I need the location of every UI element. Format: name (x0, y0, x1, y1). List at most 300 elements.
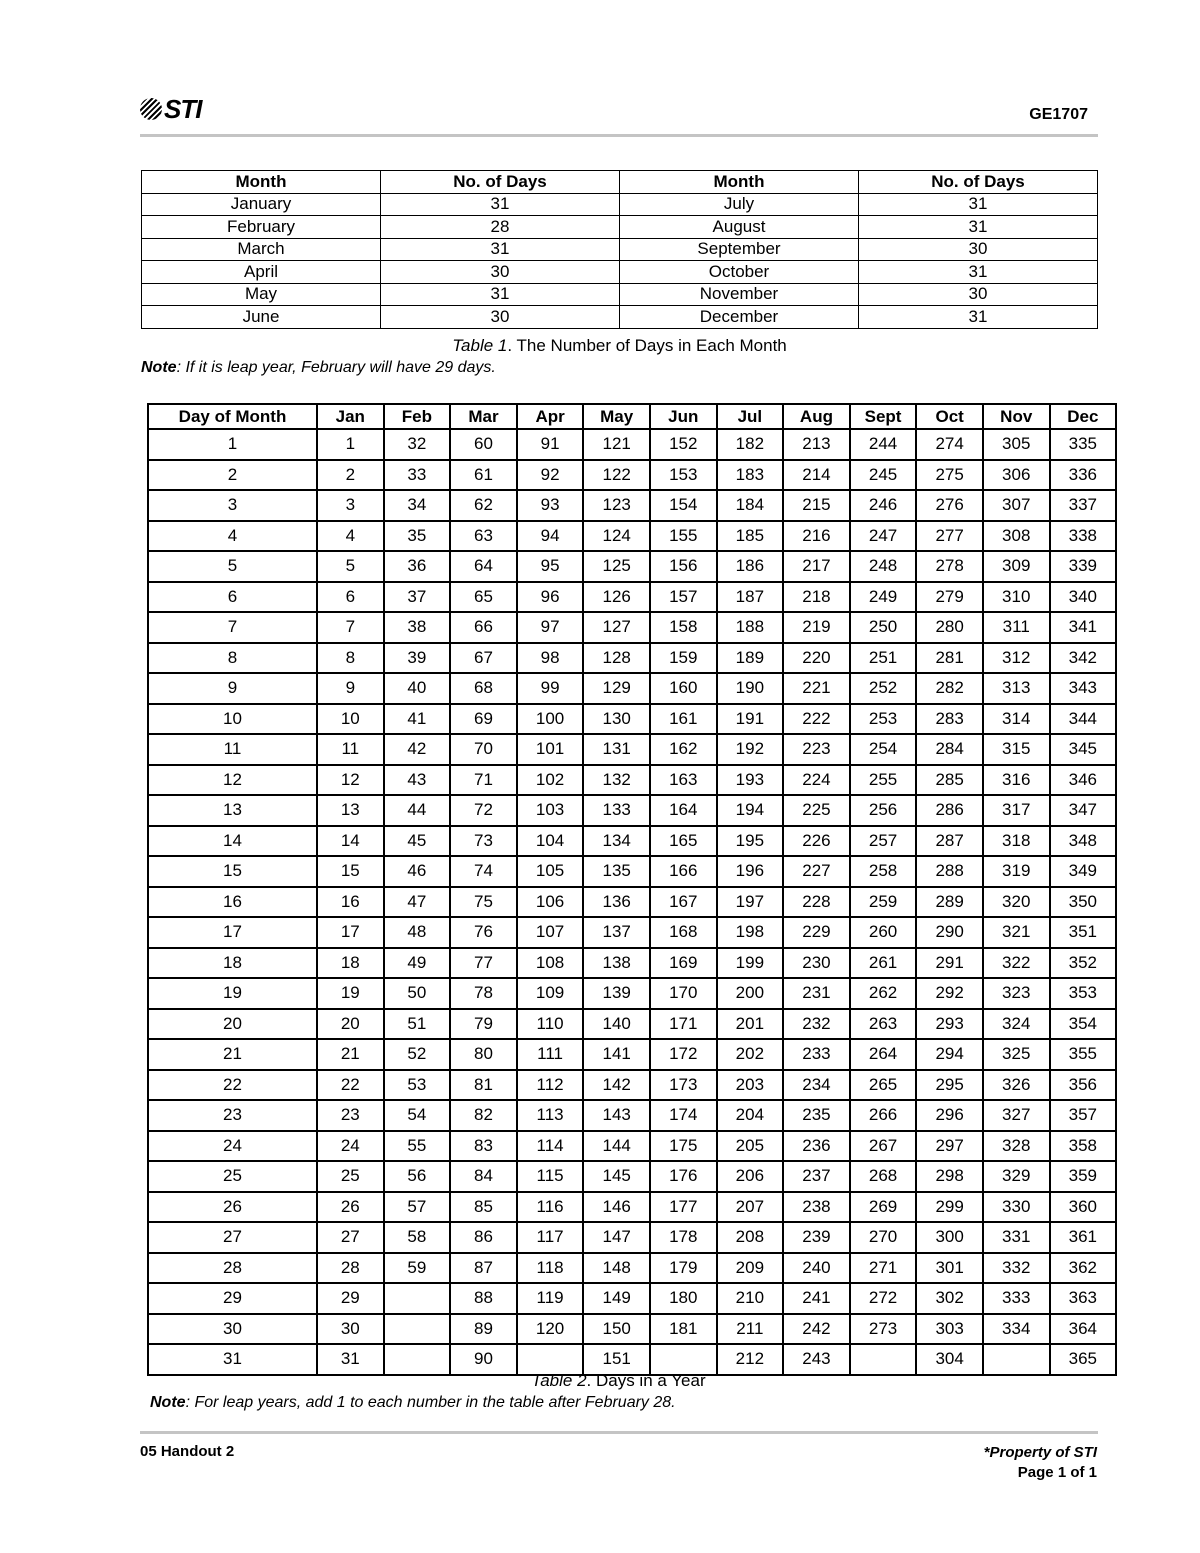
column-header: Month (620, 171, 859, 194)
table-cell: 28 (317, 1253, 384, 1284)
table-cell: 40 (384, 673, 451, 704)
table-cell: 350 (1050, 887, 1117, 918)
table-cell: 166 (650, 856, 717, 887)
table-row (142, 283, 1098, 306)
table-cell: 260 (850, 917, 917, 948)
table-cell: 18 (148, 948, 317, 979)
logo-text: STI (164, 93, 202, 124)
table-cell: 343 (1050, 673, 1117, 704)
table-cell: 246 (850, 490, 917, 521)
column-header: Feb (384, 404, 451, 429)
table-cell: 251 (850, 643, 917, 674)
table-cell: 51 (384, 1009, 451, 1040)
table-cell: 182 (717, 429, 784, 460)
table-cell: 2 (317, 460, 384, 491)
table-cell: 25 (317, 1161, 384, 1192)
table-cell: 277 (916, 521, 983, 552)
table-cell: 217 (783, 551, 850, 582)
table-cell: 117 (517, 1222, 584, 1253)
table-cell: 14 (317, 826, 384, 857)
table-cell: 70 (450, 734, 517, 765)
table-row (148, 1192, 1116, 1223)
table-cell: 108 (517, 948, 584, 979)
table1-caption (141, 336, 1098, 356)
table-cell: 3 (148, 490, 317, 521)
table-cell: 80 (450, 1039, 517, 1070)
table-cell: 67 (450, 643, 517, 674)
days-in-year-table (147, 403, 1117, 1376)
table-cell: October (620, 261, 859, 284)
table-cell: 8 (148, 643, 317, 674)
table-cell: 174 (650, 1100, 717, 1131)
table-cell: 345 (1050, 734, 1117, 765)
table-cell: 30 (317, 1314, 384, 1345)
table-cell: 101 (517, 734, 584, 765)
table-row (148, 1070, 1116, 1101)
table-cell: 48 (384, 917, 451, 948)
table-cell: 324 (983, 1009, 1050, 1040)
table-cell: 173 (650, 1070, 717, 1101)
table-cell: 27 (148, 1222, 317, 1253)
table-cell: 363 (1050, 1283, 1117, 1314)
table-cell: 181 (650, 1314, 717, 1345)
table-cell: 230 (783, 948, 850, 979)
table-cell: 20 (317, 1009, 384, 1040)
table-cell: 216 (783, 521, 850, 552)
table-cell: 119 (517, 1283, 584, 1314)
table-cell: 4 (148, 521, 317, 552)
table-cell: 161 (650, 704, 717, 735)
table-cell: 37 (384, 582, 451, 613)
table-cell: 200 (717, 978, 784, 1009)
table-cell: 329 (983, 1161, 1050, 1192)
table1-caption-text: . The Number of Days in Each Month (507, 336, 787, 355)
table-row (148, 673, 1116, 704)
table-cell: 296 (916, 1100, 983, 1131)
table-cell: 115 (517, 1161, 584, 1192)
table-cell: 4 (317, 521, 384, 552)
table-row (148, 490, 1116, 521)
table-cell: 306 (983, 460, 1050, 491)
table-cell: 1 (148, 429, 317, 460)
table-cell: 261 (850, 948, 917, 979)
table-cell: 30 (381, 306, 620, 329)
table-row (142, 261, 1098, 284)
table-cell: 231 (783, 978, 850, 1009)
table-cell: 6 (148, 582, 317, 613)
table-cell: 339 (1050, 551, 1117, 582)
table-cell: 303 (916, 1314, 983, 1345)
table-cell: 355 (1050, 1039, 1117, 1070)
table-cell: 205 (717, 1131, 784, 1162)
table-cell: 300 (916, 1222, 983, 1253)
table-cell: 16 (317, 887, 384, 918)
table-cell: 201 (717, 1009, 784, 1040)
table-cell: 193 (717, 765, 784, 796)
table-cell: 275 (916, 460, 983, 491)
table-cell: 242 (783, 1314, 850, 1345)
table-cell: 28 (381, 216, 620, 239)
table-cell: 104 (517, 826, 584, 857)
table-cell: 178 (650, 1222, 717, 1253)
table2-note-text: : For leap years, add 1 to each number in the table after February 28. (185, 1394, 676, 1411)
table-cell: 27 (317, 1222, 384, 1253)
column-header: Sept (850, 404, 917, 429)
table1-note-text: : If it is leap year, February will have 29 days. (176, 359, 496, 376)
table-cell: June (142, 306, 381, 329)
table-cell: 133 (583, 795, 650, 826)
table-cell: 266 (850, 1100, 917, 1131)
table-cell: 66 (450, 612, 517, 643)
table-cell: 22 (148, 1070, 317, 1101)
table-cell: 176 (650, 1161, 717, 1192)
table-cell: 197 (717, 887, 784, 918)
table-cell: 140 (583, 1009, 650, 1040)
table-cell: 297 (916, 1131, 983, 1162)
footer-right (984, 1443, 1097, 1483)
table-row (148, 1039, 1116, 1070)
table-cell: 87 (450, 1253, 517, 1284)
table-cell: 143 (583, 1100, 650, 1131)
table-cell: 281 (916, 643, 983, 674)
table-cell: 349 (1050, 856, 1117, 887)
column-header: Aug (783, 404, 850, 429)
table-cell: 1 (317, 429, 384, 460)
table-cell: 26 (317, 1192, 384, 1223)
table-cell: 118 (517, 1253, 584, 1284)
table-cell: 55 (384, 1131, 451, 1162)
table-cell: 206 (717, 1161, 784, 1192)
table-cell: 356 (1050, 1070, 1117, 1101)
table-cell: 264 (850, 1039, 917, 1070)
table-cell: 348 (1050, 826, 1117, 857)
table-cell: 344 (1050, 704, 1117, 735)
table-cell: 190 (717, 673, 784, 704)
table-cell: 154 (650, 490, 717, 521)
table-cell: 46 (384, 856, 451, 887)
table-cell: 124 (583, 521, 650, 552)
table-cell: 122 (583, 460, 650, 491)
table-cell: 248 (850, 551, 917, 582)
table-cell: 91 (517, 429, 584, 460)
table-cell: 84 (450, 1161, 517, 1192)
days-per-month-table (141, 170, 1098, 329)
table-cell: 233 (783, 1039, 850, 1070)
table-cell: 11 (317, 734, 384, 765)
table-cell: 125 (583, 551, 650, 582)
table-cell: 171 (650, 1009, 717, 1040)
table-cell: 169 (650, 948, 717, 979)
table-cell: 43 (384, 765, 451, 796)
table1-caption-label: Table 1 (452, 336, 508, 355)
table-cell: 123 (583, 490, 650, 521)
table-row (148, 1344, 1116, 1375)
table-cell: 335 (1050, 429, 1117, 460)
table-cell: 105 (517, 856, 584, 887)
table-cell: 194 (717, 795, 784, 826)
table-cell: 163 (650, 765, 717, 796)
table-cell: 156 (650, 551, 717, 582)
table-cell: 151 (583, 1344, 650, 1375)
table-cell: 127 (583, 612, 650, 643)
table-cell: 100 (517, 704, 584, 735)
table-cell: 177 (650, 1192, 717, 1223)
table-cell: 255 (850, 765, 917, 796)
table-cell: 317 (983, 795, 1050, 826)
table-cell: 170 (650, 978, 717, 1009)
table-cell: 146 (583, 1192, 650, 1223)
table-cell: 97 (517, 612, 584, 643)
table-cell: 341 (1050, 612, 1117, 643)
table-cell: 287 (916, 826, 983, 857)
table-cell: 235 (783, 1100, 850, 1131)
table-row (148, 734, 1116, 765)
table-row (148, 582, 1116, 613)
table-cell: 85 (450, 1192, 517, 1223)
table-cell: 225 (783, 795, 850, 826)
table-cell: 334 (983, 1314, 1050, 1345)
table-cell: 38 (384, 612, 451, 643)
table-cell: 247 (850, 521, 917, 552)
table-row (148, 1131, 1116, 1162)
globe-icon (140, 98, 162, 120)
table-cell: 7 (148, 612, 317, 643)
table-cell: 318 (983, 826, 1050, 857)
table-row (142, 306, 1098, 329)
table-cell: 93 (517, 490, 584, 521)
table-cell: 175 (650, 1131, 717, 1162)
table-cell: 159 (650, 643, 717, 674)
table-cell: 31 (381, 283, 620, 306)
table-row (148, 765, 1116, 796)
table-cell: 49 (384, 948, 451, 979)
table-cell: 82 (450, 1100, 517, 1131)
table-cell: 39 (384, 643, 451, 674)
table-cell: 323 (983, 978, 1050, 1009)
table-cell: 20 (148, 1009, 317, 1040)
table-cell: 245 (850, 460, 917, 491)
table-cell: 114 (517, 1131, 584, 1162)
table-cell: 9 (317, 673, 384, 704)
table-cell: 288 (916, 856, 983, 887)
table2-caption (147, 1371, 1090, 1391)
table-cell: 250 (850, 612, 917, 643)
column-header: Month (142, 171, 381, 194)
table-cell: 52 (384, 1039, 451, 1070)
table-cell: 162 (650, 734, 717, 765)
table-cell: 153 (650, 460, 717, 491)
table-cell: 13 (148, 795, 317, 826)
table-cell: 86 (450, 1222, 517, 1253)
table-cell: 352 (1050, 948, 1117, 979)
table-cell: 320 (983, 887, 1050, 918)
table-cell: 33 (384, 460, 451, 491)
table-cell: 223 (783, 734, 850, 765)
table-cell: 308 (983, 521, 1050, 552)
table-cell: 25 (148, 1161, 317, 1192)
table-cell: 75 (450, 887, 517, 918)
header-divider (140, 134, 1098, 137)
table-cell: 192 (717, 734, 784, 765)
table-cell: 358 (1050, 1131, 1117, 1162)
table-cell: 135 (583, 856, 650, 887)
table-cell (384, 1344, 451, 1375)
table-cell: 31 (317, 1344, 384, 1375)
table-row (142, 216, 1098, 239)
table-cell: 13 (317, 795, 384, 826)
table-cell: 102 (517, 765, 584, 796)
column-header: No. of Days (859, 171, 1098, 194)
table-cell: 238 (783, 1192, 850, 1223)
table-cell: 157 (650, 582, 717, 613)
column-header: No. of Days (381, 171, 620, 194)
table1-note (141, 359, 496, 377)
table-cell: 56 (384, 1161, 451, 1192)
table-cell: 299 (916, 1192, 983, 1223)
table-cell: 77 (450, 948, 517, 979)
table-cell: 58 (384, 1222, 451, 1253)
table-cell: 50 (384, 978, 451, 1009)
table-cell: 365 (1050, 1344, 1117, 1375)
table-cell: 42 (384, 734, 451, 765)
table-cell: 298 (916, 1161, 983, 1192)
table-header-row (148, 404, 1116, 429)
table-cell: 128 (583, 643, 650, 674)
table-cell: 208 (717, 1222, 784, 1253)
table-cell: 30 (859, 283, 1098, 306)
table-cell: 286 (916, 795, 983, 826)
table-row (142, 193, 1098, 216)
table-cell: 353 (1050, 978, 1117, 1009)
document-code: GE1707 (1029, 106, 1088, 123)
table-cell: 293 (916, 1009, 983, 1040)
table-cell: 64 (450, 551, 517, 582)
table-cell: 167 (650, 887, 717, 918)
table-cell: 180 (650, 1283, 717, 1314)
table-cell: 19 (148, 978, 317, 1009)
table-cell: 89 (450, 1314, 517, 1345)
table-cell: 236 (783, 1131, 850, 1162)
table-cell: 270 (850, 1222, 917, 1253)
table-cell: 152 (650, 429, 717, 460)
table-cell: 73 (450, 826, 517, 857)
table-cell: 330 (983, 1192, 1050, 1223)
table-cell: April (142, 261, 381, 284)
table-cell: 316 (983, 765, 1050, 796)
table-cell: 322 (983, 948, 1050, 979)
table-cell: 30 (381, 261, 620, 284)
table-cell: 142 (583, 1070, 650, 1101)
table-cell: 15 (317, 856, 384, 887)
table-cell: 26 (148, 1192, 317, 1223)
table-cell: 319 (983, 856, 1050, 887)
table-cell: 328 (983, 1131, 1050, 1162)
table-cell: 160 (650, 673, 717, 704)
table-row (148, 551, 1116, 582)
table-cell: 184 (717, 490, 784, 521)
table-cell: 278 (916, 551, 983, 582)
table-cell: 168 (650, 917, 717, 948)
table-cell: 257 (850, 826, 917, 857)
table-cell: 183 (717, 460, 784, 491)
sti-logo (140, 94, 201, 124)
column-header: Dec (1050, 404, 1117, 429)
column-header: Jun (650, 404, 717, 429)
table-cell: 9 (148, 673, 317, 704)
table-cell: 72 (450, 795, 517, 826)
table-cell: 332 (983, 1253, 1050, 1284)
table-cell: 313 (983, 673, 1050, 704)
table2-note (150, 1394, 676, 1412)
column-header: Apr (517, 404, 584, 429)
table-cell: 321 (983, 917, 1050, 948)
table-cell: 301 (916, 1253, 983, 1284)
table-cell: 31 (859, 306, 1098, 329)
table2-caption-label: Table 2 (531, 1371, 587, 1390)
table-cell: 5 (148, 551, 317, 582)
table-cell: 283 (916, 704, 983, 735)
table-cell: 110 (517, 1009, 584, 1040)
table-cell: 138 (583, 948, 650, 979)
table-cell: 53 (384, 1070, 451, 1101)
handout-label: 05 Handout 2 (140, 1443, 235, 1460)
table-cell: 249 (850, 582, 917, 613)
table-cell: 289 (916, 887, 983, 918)
table-cell: 28 (148, 1253, 317, 1284)
table-cell: 57 (384, 1192, 451, 1223)
table-cell: 23 (148, 1100, 317, 1131)
table-cell: 54 (384, 1100, 451, 1131)
table-cell: 279 (916, 582, 983, 613)
table-cell: 282 (916, 673, 983, 704)
table-cell: 312 (983, 643, 1050, 674)
table-cell: 196 (717, 856, 784, 887)
table-cell: 305 (983, 429, 1050, 460)
table-cell: 265 (850, 1070, 917, 1101)
table-cell: 60 (450, 429, 517, 460)
table-cell: 274 (916, 429, 983, 460)
table-cell: 195 (717, 826, 784, 857)
table-cell: 41 (384, 704, 451, 735)
table-row (148, 1283, 1116, 1314)
table-cell: 361 (1050, 1222, 1117, 1253)
table-cell: 47 (384, 887, 451, 918)
table-cell: 189 (717, 643, 784, 674)
table-cell: 29 (317, 1283, 384, 1314)
table-cell: 35 (384, 521, 451, 552)
table-cell: 228 (783, 887, 850, 918)
table-cell: 346 (1050, 765, 1117, 796)
table-cell: 187 (717, 582, 784, 613)
table-cell: 116 (517, 1192, 584, 1223)
table-cell: 139 (583, 978, 650, 1009)
table-cell: 240 (783, 1253, 850, 1284)
table-row (148, 1100, 1116, 1131)
table-cell: 212 (717, 1344, 784, 1375)
table-cell: 44 (384, 795, 451, 826)
table-cell: 14 (148, 826, 317, 857)
table-cell: 284 (916, 734, 983, 765)
table-cell: 262 (850, 978, 917, 1009)
table-cell: 232 (783, 1009, 850, 1040)
table-cell: 244 (850, 429, 917, 460)
table-cell: 2 (148, 460, 317, 491)
table-cell: 155 (650, 521, 717, 552)
table-cell: 68 (450, 673, 517, 704)
table-row (148, 521, 1116, 552)
table-cell: December (620, 306, 859, 329)
table-cell: 132 (583, 765, 650, 796)
